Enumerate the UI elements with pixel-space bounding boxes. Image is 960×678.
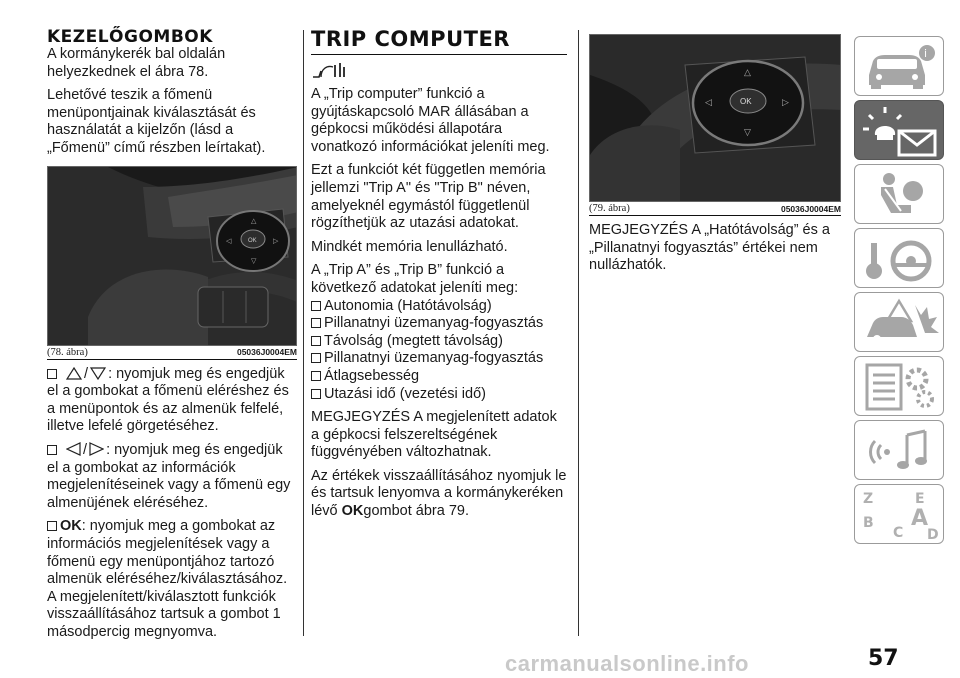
watermark: carmanualsonline.info <box>505 651 749 676</box>
bullet-icon <box>47 369 57 379</box>
svg-text:i: i <box>924 47 928 60</box>
trip-computer-gauge-icon <box>311 61 347 79</box>
column-trip-computer <box>311 28 567 527</box>
list-item: Távolság (megtett távolság) <box>311 333 567 351</box>
page-number: 57 <box>868 646 899 671</box>
paragraph: Mindkét memória lenullázható. <box>311 238 508 255</box>
svg-text:△: △ <box>251 217 257 225</box>
bullet-icon <box>311 336 321 346</box>
list-item: Pillanatnyi üzemanyag-fogyasztás <box>311 350 567 368</box>
tab-emergency[interactable] <box>854 292 944 352</box>
svg-text:▷: ▷ <box>782 97 789 107</box>
list-item: / : nyomjuk meg és engedjük el a gombokat az információk megjelenítéseinek vagy a főmenü egy almenüjének eléréséhez. <box>47 441 291 511</box>
triangle-down-icon <box>90 367 106 380</box>
svg-text:▷: ▷ <box>273 237 279 245</box>
triangle-up-icon <box>66 367 82 380</box>
tab-index[interactable] <box>854 484 944 544</box>
figure-caption: (79. ábra) 05036J0004EM <box>589 203 841 214</box>
triangle-right-icon <box>89 442 104 456</box>
seat-airbag-icon <box>855 165 944 224</box>
svg-text:◁: ◁ <box>226 237 232 245</box>
steering-wheel-ok-image <box>590 35 841 202</box>
bullet-icon <box>47 521 57 531</box>
svg-text:A: A <box>911 506 929 531</box>
paragraph: Lehetővé teszik a főmenü menüpontjainak kiválasztását és használatát a kijelzőn (lásd a „Főmenü” című részben leírtakat). <box>47 87 266 156</box>
bullet-icon <box>311 301 321 311</box>
paragraph: MEGJEGYZÉS A „Hatótávolság” és a „Pillanatnyi fogyasztás” értékei nem nullázhatók. <box>589 222 830 274</box>
section-title: TRIP COMPUTER <box>311 28 567 55</box>
bullet-icon <box>311 389 321 399</box>
tab-warning-lights[interactable] <box>854 100 944 160</box>
svg-text:E: E <box>915 491 925 507</box>
paragraph: A „Trip A” és „Trip B” funkció a következő adatokat jeleníti meg: <box>311 262 519 296</box>
list-item: / : nyomjuk meg és engedjük el a gombokat a főmenü eléréshez és a menüpontok és az almenük felfelé, illetve lefelé görgetéséhez. <box>47 365 289 435</box>
svg-text:OK: OK <box>740 97 752 106</box>
figure-steering-ok-button <box>589 34 841 202</box>
warning-lights-message-icon <box>855 101 944 160</box>
paragraph: A „Trip computer” funkció a gyújtáskapcsoló MAR állásában a gépkocsi működési állapotára vonatkozó információkat jeleníti meg. <box>311 86 550 155</box>
bullet-icon <box>311 353 321 363</box>
list-item: Utazási idő (vezetési idő) <box>311 386 567 404</box>
svg-text:▽: ▽ <box>251 257 257 265</box>
car-dashboard-icon <box>855 37 944 96</box>
triangle-left-icon <box>66 442 81 456</box>
maintenance-list-gear-icon <box>855 357 944 416</box>
section-title: KEZELŐGOMBOK <box>47 27 213 47</box>
trip-data-list <box>311 298 567 404</box>
paragraph: Az értékek visszaállításához nyomjuk le és tartsuk lenyomva a kormánykeréken lévő OKgombot ábra 79. <box>311 467 567 520</box>
list-item: Pillanatnyi üzemanyag-fogyasztás <box>311 315 567 333</box>
column-kezelogombok <box>47 28 297 647</box>
multimedia-music-icon <box>855 421 944 480</box>
column-right <box>589 34 841 281</box>
list-item: Autonomia (Hatótávolság) <box>311 298 567 316</box>
svg-text:△: △ <box>744 67 751 77</box>
tab-starting-driving[interactable] <box>854 228 944 288</box>
tab-multimedia[interactable] <box>854 420 944 480</box>
svg-text:OK: OK <box>248 237 257 244</box>
bullet-icon <box>47 445 57 455</box>
paragraph: A kormánykerék bal oldalán helyezkednek el ábra 78. <box>47 46 226 80</box>
bullet-icon <box>311 371 321 381</box>
column-divider <box>578 30 579 636</box>
list-item: OK: nyomjuk meg a gombokat az információs megjelenítések vagy a főmenü egy menüpontjához tartozó almenük eléréséhez/kiválasztásához. A megjelenített/kiválasztott funkciók visszaállításához tartsuk a gombot 1 másodpercig megnyomva. <box>47 518 288 640</box>
svg-text:D: D <box>927 527 939 543</box>
list-item: Átlagsebesség <box>311 368 567 386</box>
figure-caption: (78. ábra) 05036J0004EM <box>47 346 297 358</box>
paragraph: MEGJEGYZÉS A megjelenített adatok a gépkocsi felszereltségének függvényében változhatnak. <box>311 409 557 461</box>
steering-wheel-controls-image <box>48 167 297 346</box>
svg-text:Z: Z <box>863 491 874 507</box>
svg-text:C: C <box>893 525 904 541</box>
svg-text:◁: ◁ <box>705 97 712 107</box>
figure-steering-controls <box>47 166 297 346</box>
paragraph: Ezt a funkciót két független memória jellemzi "Trip A" és "Trip B" néven, amelyeknél egymástól függetlenül rögzíthetjük az utazási adatokat. <box>311 162 546 232</box>
bullet-icon <box>311 318 321 328</box>
chapter-tabs <box>854 36 944 548</box>
alphabet-index-icon <box>855 485 944 544</box>
tab-vehicle-overview[interactable] <box>854 36 944 96</box>
key-steering-wheel-icon <box>855 229 944 288</box>
column-divider <box>303 30 304 636</box>
crash-fire-icon <box>855 293 944 352</box>
tab-maintenance[interactable] <box>854 356 944 416</box>
tab-safety[interactable] <box>854 164 944 224</box>
svg-text:▽: ▽ <box>744 127 751 137</box>
svg-text:B: B <box>863 515 874 531</box>
